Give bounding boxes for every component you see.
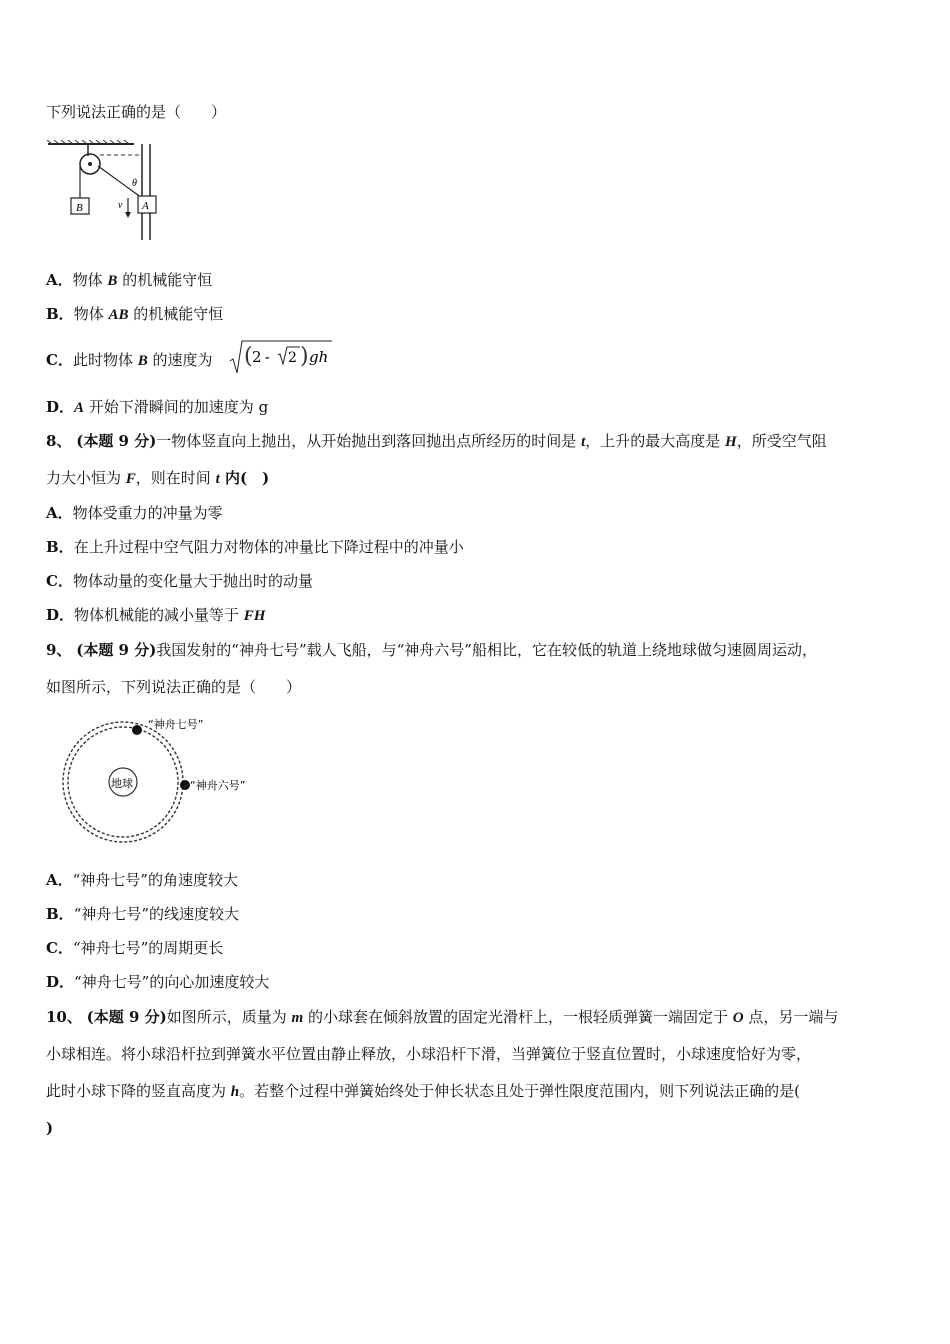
formula-gh: gh — [309, 348, 329, 366]
ship6-label: “神舟六号” — [190, 779, 246, 792]
ship6-dot — [180, 780, 190, 790]
earth-label: 地球 — [111, 777, 133, 790]
q7-stem: 下列说法正确的是（ ） — [46, 103, 227, 121]
q8-stem-line2: 力大小恒为 F，则在时间 t 内( ) — [46, 469, 270, 487]
q8-option-c: C．物体动量的变化量大于抛出时的动量 — [46, 572, 313, 590]
q7-option-a: A．物体 B 的机械能守恒 — [46, 271, 213, 289]
q8-option-d: D．物体机械能的减小量等于 FH — [46, 606, 266, 624]
q9-option-a: A．“神舟七号”的角速度较大 — [46, 871, 238, 889]
velocity-label: v — [118, 200, 123, 211]
theta-label: θ — [132, 178, 137, 189]
velocity-formula — [228, 337, 338, 377]
q9-stem-line1: 9、 (本题 9 分)我国发射的“神舟七号”载人飞船，与“神舟六号”船相比，它在较低的轨道上绕地球做匀速圆周运动， — [46, 641, 817, 659]
ship7-dot — [132, 725, 142, 735]
block-a-label: A — [142, 200, 149, 212]
svg-text:): ) — [300, 344, 309, 369]
pulley-diagram — [46, 140, 166, 246]
q10-stem-line3: 此时小球下降的竖直高度为 h。若整个过程中弹簧始终处于伸长状态且处于弹性限度范围内，则下列说法正确的是( — [46, 1082, 800, 1100]
q8-stem-line1: 8、 (本题 9 分)一物体竖直向上抛出，从开始抛出到落回抛出点所经历的时间是 t，上升的最大高度是 H，所受空气阻 — [46, 432, 827, 450]
formula-two: 2 — [252, 348, 262, 366]
formula-minus: - — [260, 348, 275, 366]
block-b-label: B — [76, 202, 83, 214]
orbit-diagram — [56, 714, 266, 854]
q8-option-a: A．物体受重力的冲量为零 — [46, 504, 223, 522]
q10-stem-line2: 小球相连。将小球沿杆拉到弹簧水平位置由静止释放，小球沿杆下滑，当弹簧位于竖直位置时，小球速度恰好为零， — [46, 1045, 812, 1063]
q9-option-b: B．“神舟七号”的线速度较大 — [46, 905, 240, 923]
q8-option-b: B．在上升过程中空气阻力对物体的冲量比下降过程中的冲量小 — [46, 538, 464, 556]
q9-option-c: C．“神舟七号”的周期更长 — [46, 939, 224, 957]
ship7-label: “神舟七号” — [148, 718, 204, 731]
q9-stem-line2: 如图所示，下列说法正确的是（ ） — [46, 678, 302, 696]
q10-stem-line1: 10、 (本题 9 分)如图所示，质量为 m 的小球套在倾斜放置的固定光滑杆上，一根轻质弹簧一端固定于 O 点，另一端与 — [46, 1008, 839, 1026]
formula-root-arg: 2 — [288, 350, 297, 366]
q7-option-c: C．此时物体 B 的速度为 — [46, 351, 213, 369]
q7-option-b: B．物体 AB 的机械能守恒 — [46, 305, 224, 323]
svg-text:(: ( — [244, 344, 253, 369]
q9-option-d: D．“神舟七号”的向心加速度较大 — [46, 973, 270, 991]
q10-stem-line4: ) — [46, 1119, 54, 1137]
q7-option-d: D．A 开始下滑瞬间的加速度为 g — [46, 398, 269, 416]
